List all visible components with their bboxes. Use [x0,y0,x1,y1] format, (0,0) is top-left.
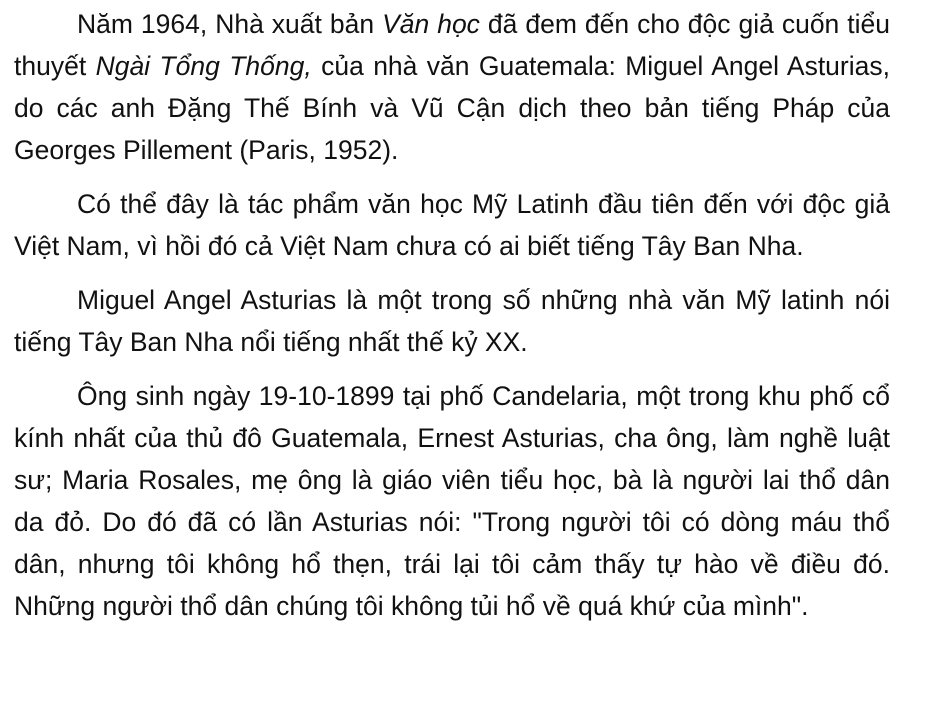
book-title-ngai-tong-thong: Ngài Tổng Thống, [95,51,312,81]
paragraph-3: Miguel Angel Asturias là một trong số những nhà văn Mỹ latinh nói tiếng Tây Ban Nha nổi tiếng nhất thế kỷ XX. [14,285,890,357]
paragraph-1 [14,3,890,171]
document-page [14,0,890,627]
paragraph-1-mid: đã đem đến cho độc giả cuốn tiểu thuyết [14,9,890,81]
book-title-van-hoc: Văn học [382,9,480,39]
paragraph-2: Có thể đây là tác phẩm văn học Mỹ Latinh đầu tiên đến với độc giả Việt Nam, vì hồi đó cả Việt Nam chưa có ai biết tiếng Tây Ban Nha. [14,189,890,261]
paragraph-4: Ông sinh ngày 19-10-1899 tại phố Candelaria, một trong khu phố cổ kính nhất của thủ đô Guatemala, Ernest Asturias, cha ông, làm nghề luật sư; Maria Rosales, mẹ ông là giáo viên tiểu học, bà là người lai thổ dân da đỏ. Do đó đã có lần Asturias nói: "Trong người tôi có dòng máu thổ dân, nhưng tôi không hổ thẹn, trái lại tôi cảm thấy tự hào về điều đó. Những người thổ dân chúng tôi không tủi hổ về quá khứ của mình". [14,381,890,621]
paragraph-1-pre: Năm 1964, Nhà xuất bản [77,9,383,39]
paragraph-1-post: của nhà văn Guatemala: Miguel Angel Asturias, do các anh Đặng Thế Bính và Vũ Cận dịch theo bản tiếng Pháp của Georges Pillement (Paris, 1952). [14,51,890,165]
